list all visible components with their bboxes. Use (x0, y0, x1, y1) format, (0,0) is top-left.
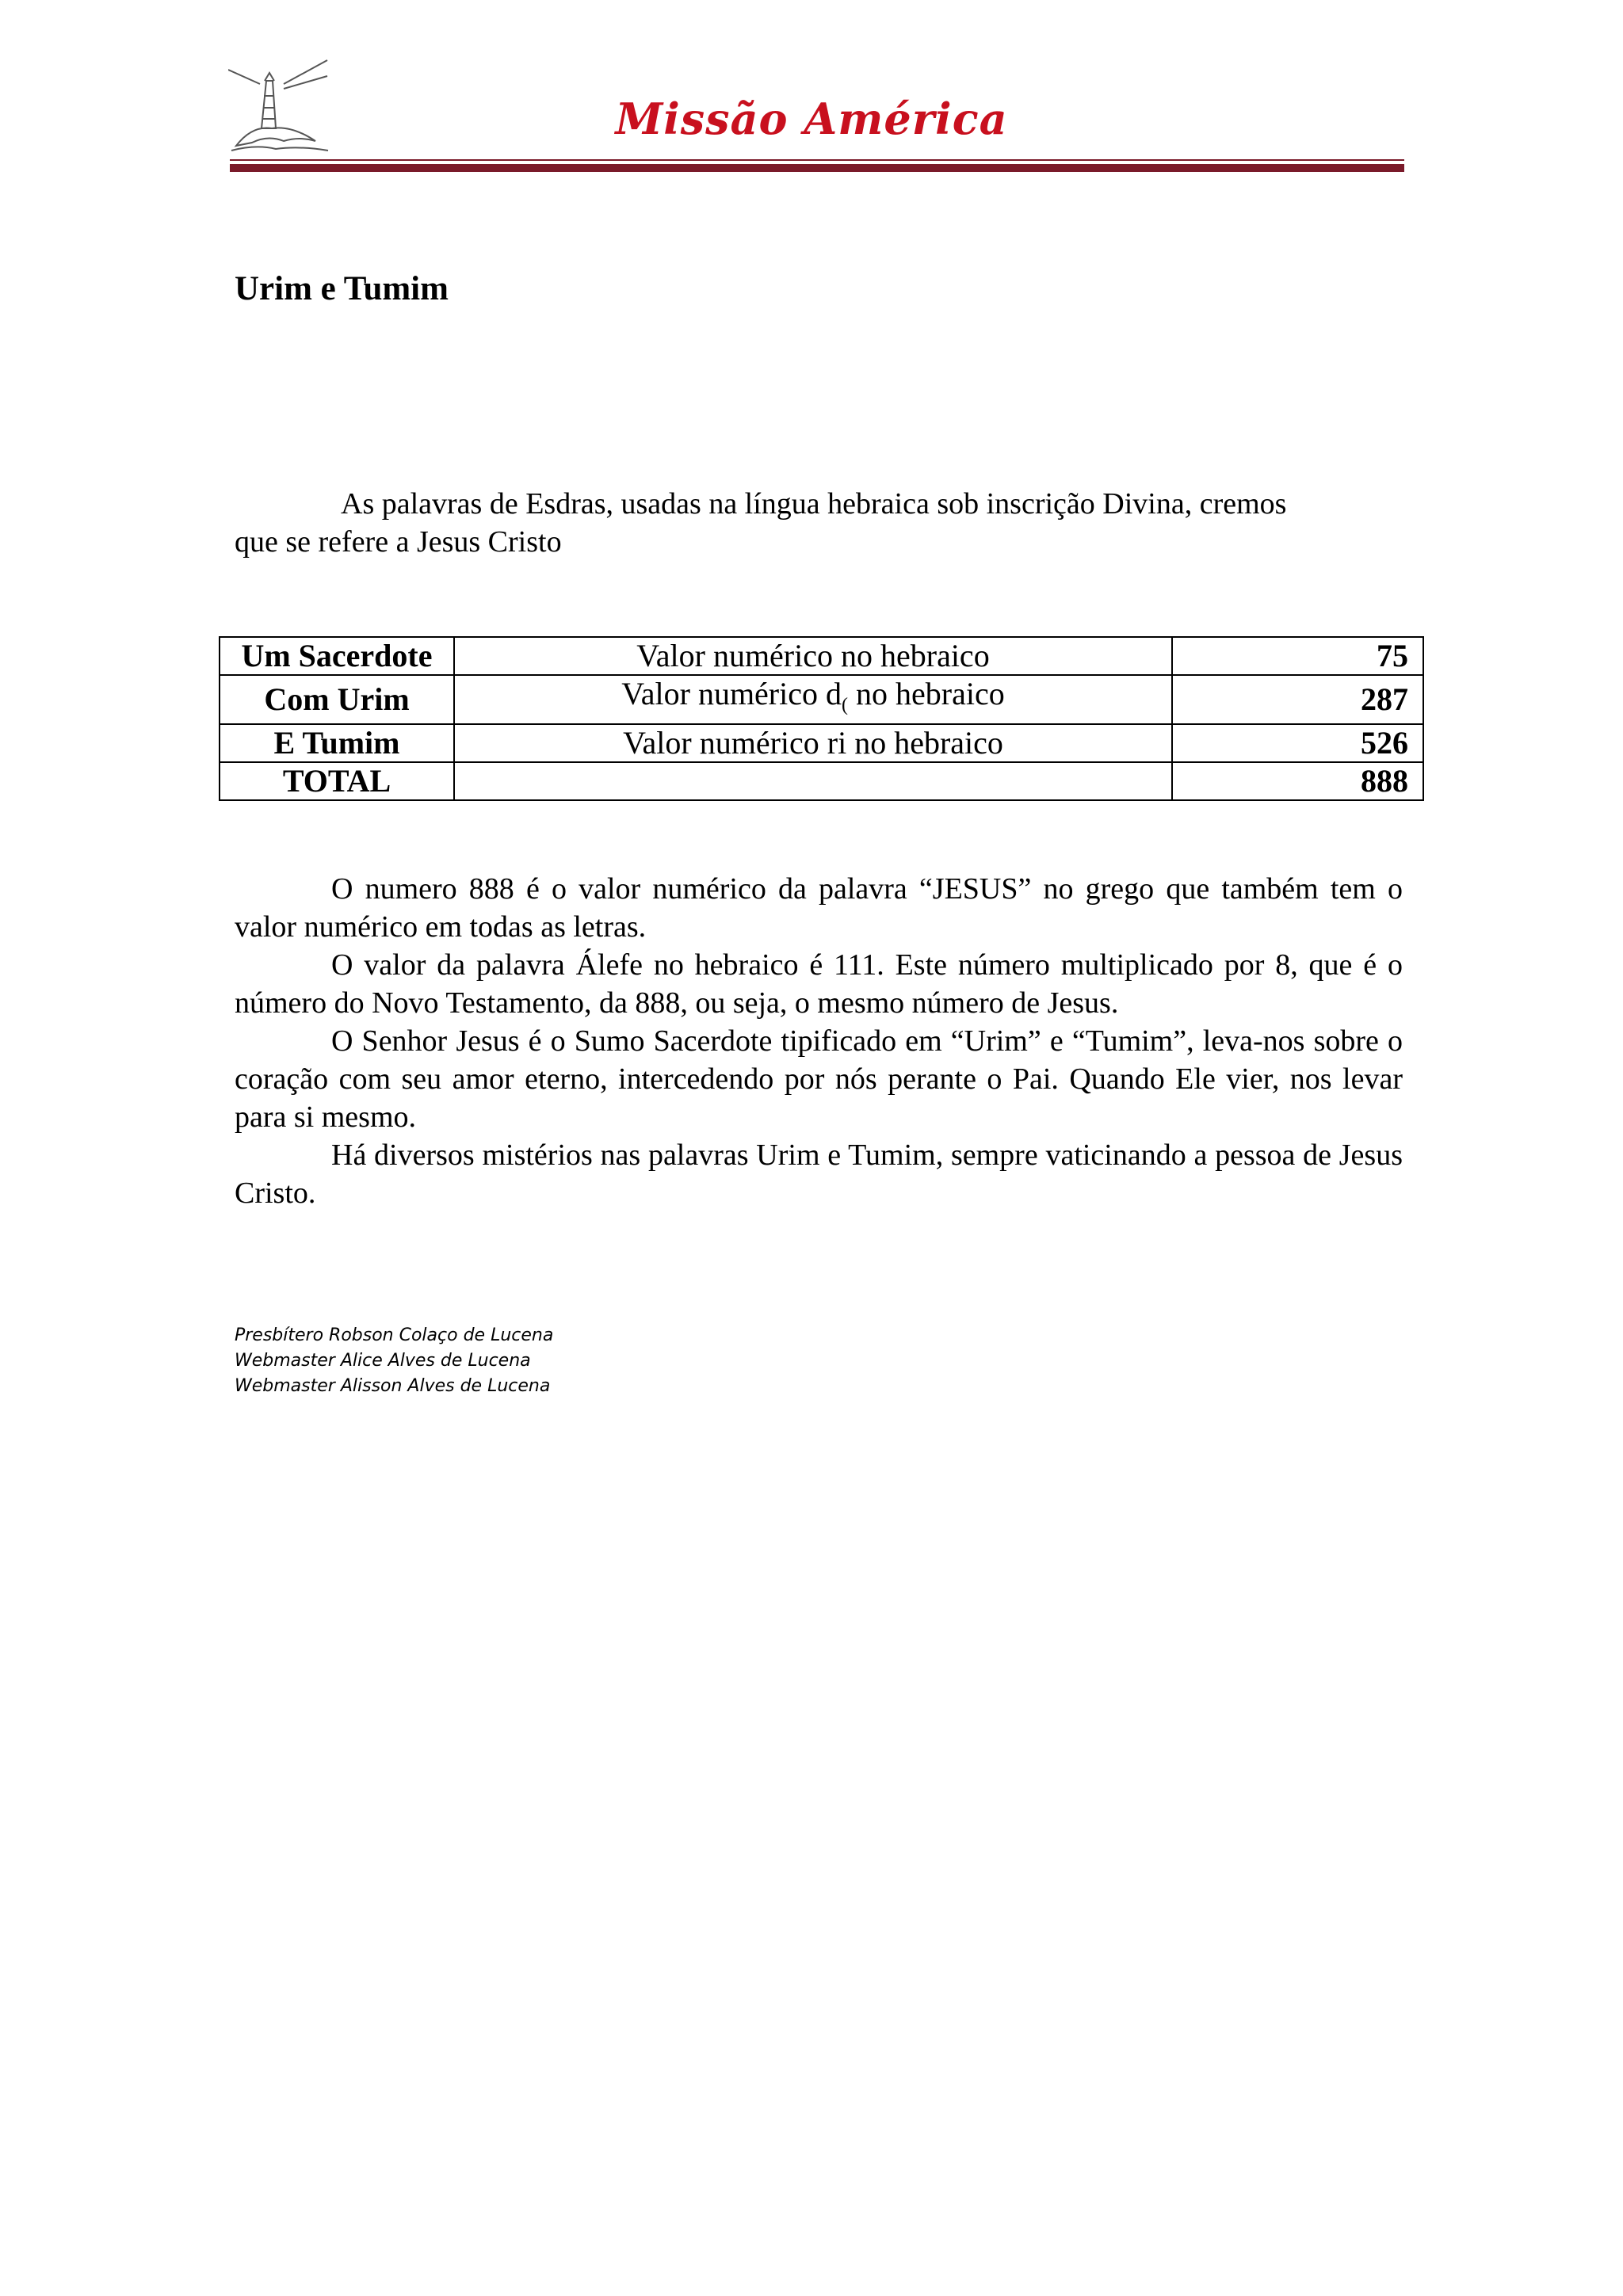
body-text (235, 870, 1403, 1212)
row-label: Com Urim (220, 675, 454, 724)
row-value: 888 (1172, 762, 1423, 800)
row-description: Valor numérico ri no hebraico (454, 724, 1172, 762)
header-rule-thick (230, 164, 1404, 172)
body-paragraph: Há diversos mistérios nas palavras Urim e Tumim, sempre vaticinando a pessoa de Jesus Cristo. (235, 1138, 1403, 1210)
table-row (220, 675, 1423, 724)
credit-line: Webmaster Alisson Alves de Lucena (235, 1376, 551, 1396)
credit-line: Webmaster Alice Alves de Lucena (235, 1351, 531, 1371)
row-description (454, 762, 1172, 800)
row-label: TOTAL (220, 762, 454, 800)
brand-title: Missão América (615, 93, 1008, 144)
credits (235, 1323, 553, 1399)
row-label: E Tumim (220, 724, 454, 762)
credit-line: Presbítero Robson Colaço de Lucena (235, 1325, 554, 1345)
row-description: Valor numérico $d_($ no hebraico (454, 675, 1172, 724)
intro-paragraph (235, 485, 1403, 561)
intro-line-1: As palavras de Esdras, usadas na língua hebraica sob inscrição Divina, cremos (341, 487, 1287, 521)
table-row (220, 637, 1423, 675)
body-paragraph: O Senhor Jesus é o Sumo Sacerdote tipificado em “Urim” e “Tumim”, leva-nos sobre o coração com seu amor eterno, intercedendo por nós perante o Pai. Quando Ele vier, nos levar para si mesmo. (235, 1024, 1403, 1134)
numeric-value-table (219, 636, 1424, 801)
row-value: 75 (1172, 637, 1423, 675)
row-label: Um Sacerdote (220, 637, 454, 675)
row-value: 287 (1172, 675, 1423, 724)
row-value: 526 (1172, 724, 1423, 762)
table-row (220, 724, 1423, 762)
body-paragraph: O valor da palavra Álefe no hebraico é 111. Este número multiplicado por 8, que é o número do Novo Testamento, da 888, ou seja, o mesmo número de Jesus. (235, 948, 1403, 1020)
body-paragraph: O numero 888 é o valor numérico da palavra “JESUS” no grego que também tem o valor numérico em todas as letras. (235, 872, 1403, 944)
row-description: Valor numérico no hebraico (454, 637, 1172, 675)
intro-line-2: que se refere a Jesus Cristo (235, 525, 562, 559)
table-row (220, 762, 1423, 800)
document-title: Urim e Tumim (235, 270, 449, 307)
header-rule-thin (230, 159, 1404, 161)
